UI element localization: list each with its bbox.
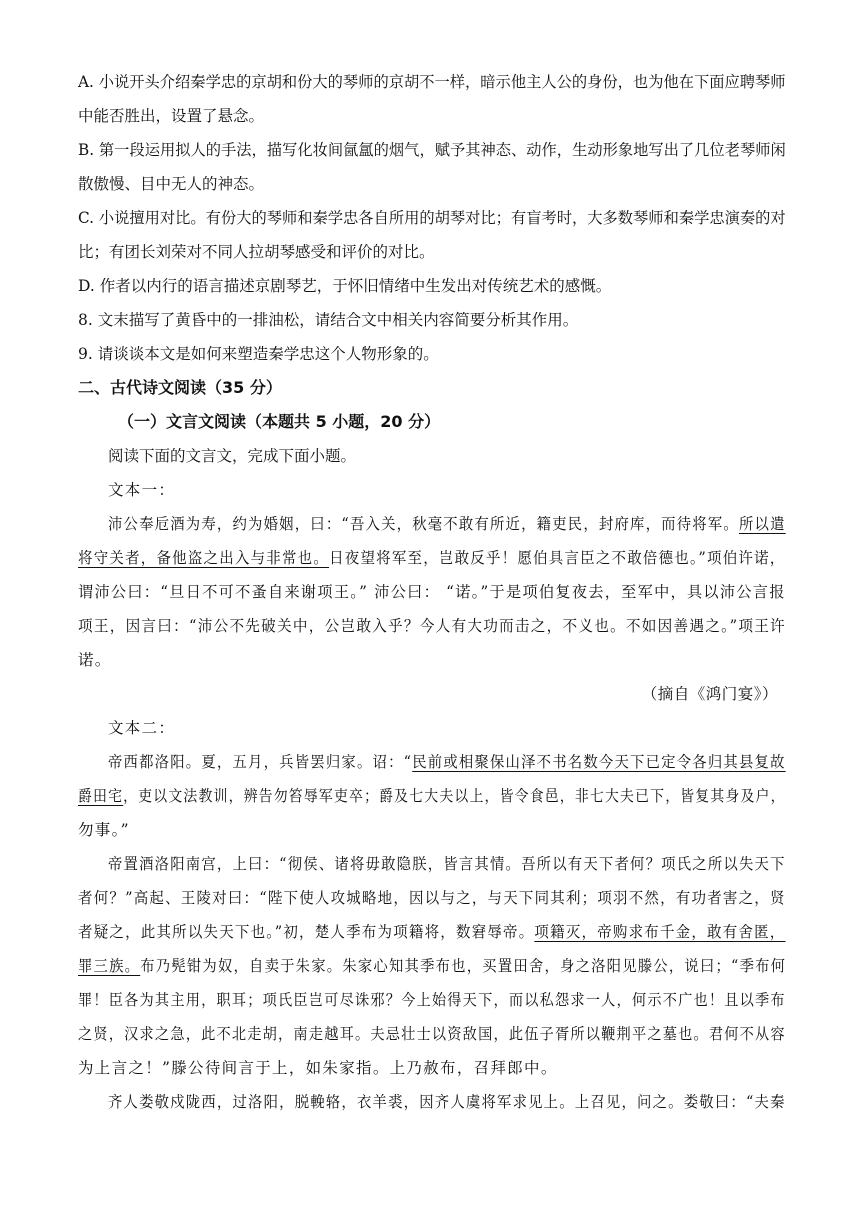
text1-p1-line-1-underlined: 所以遣 (738, 515, 786, 533)
text1-p1-line-4: 项王，因言曰：“沛公不先破关中，公岂敢入乎？今人有大功而击之，不义也。不如因善遇之。”项王许 (78, 617, 786, 635)
text2-p2-line-2: 者何？”高起、王陵对曰：“陛下使人攻城略地，因以与之，与天下同其利；项羽不然，有功者害之，贤 (78, 889, 786, 907)
section-title: 二、古代诗文阅读（35 分） (78, 378, 282, 397)
section-subtitle: （一）文言文阅读（本题共 5 小题，20 分） (118, 412, 441, 431)
text2-label: 文本二： (108, 719, 176, 737)
text1-source: （摘自《鸿门宴》） (641, 685, 778, 703)
text1-p1-line-2-plain: 日夜望将军至，岂敢反乎！愿伯具言臣之不敢倍德也。”项伯许诺， (329, 549, 786, 567)
text1-label: 文本一： (108, 481, 176, 499)
option-b-line-2: 散傲慢、目中无人的神态。 (78, 175, 265, 193)
text1-p1-line-5: 诺。 (78, 651, 112, 669)
text1-p1-line-1-plain: 沛公奉卮酒为寿，约为婚姻，曰：“吾入关，秋毫不敢有所近，籍吏民，封府库，而待将军。 (108, 515, 739, 533)
text2-p1-line-1 (108, 752, 786, 772)
text2-p2-line-4-underlined: 罪三族。 (78, 957, 141, 975)
text1-p1-line-2-underlined: 将守关者，备他盗之出入与非常也。 (78, 549, 330, 567)
option-b-line-1: B. 第一段运用拟人的手法，描写化妆间氤氲的烟气，赋予其神态、动作，生动形象地写出了几位老琴师闲 (78, 141, 786, 159)
question-9: 9. 请谈谈本文是如何来塑造秦学忠这个人物形象的。 (78, 345, 439, 363)
text2-p2-line-3 (78, 922, 786, 942)
text2-p2-line-4 (78, 956, 786, 976)
option-c-line-2: 比；有团长刘荣对不同人拉胡琴感受和评价的对比。 (78, 243, 435, 261)
text2-p1-line-2 (78, 786, 786, 806)
text2-p1-line-2-plain: ，吏以文法教训，辨告勿笞辱军吏卒；爵及七大夫以上，皆令食邑，非七大夫已下，皆复其身及户， (123, 787, 786, 805)
option-c-line-1: C. 小说擅用对比。有份大的琴师和秦学忠各自所用的胡琴对比；有盲考时，大多数琴师和秦学忠演奏的对 (78, 209, 786, 227)
text2-p1-line-1-underlined: 民前或相聚保山泽不书名数今天下已定令各归其县复故 (412, 753, 786, 771)
text1-p1-line-2 (78, 548, 786, 568)
text2-p2-line-3-plain: 者疑之，此其所以失天下也。”初，楚人季布为项籍将，数窘辱帝。 (78, 923, 535, 941)
text2-p2-line-4-plain: 布乃髡钳为奴，自卖于朱家。朱家心知其季布也，买置田舍，身之洛阳见滕公，说曰；“季布何 (140, 957, 787, 975)
option-a-line-1: A. 小说开头介绍秦学忠的京胡和份大的琴师的京胡不一样，暗示他主人公的身份，也为他在下面应聘琴师 (78, 73, 786, 91)
text2-p2-line-5: 罪！臣各为其主用，职耳；项氏臣岂可尽诛邪？今上始得天下，而以私怨求一人，何示不广也！且以季布 (78, 991, 786, 1009)
question-8: 8. 文末描写了黄昏中的一排油松，请结合文中相关内容简要分析其作用。 (78, 311, 579, 329)
text2-p1-line-3: 勿事。” (78, 821, 130, 839)
text1-p1-line-1 (108, 514, 786, 534)
text2-p1-line-1-plain: 帝西都洛阳。夏，五月，兵皆罢归家。诏：“ (108, 753, 413, 771)
text2-p2-line-7: 为上言之！”滕公待间言于上，如朱家指。上乃赦布，召拜郎中。 (78, 1059, 558, 1077)
section-instruction: 阅读下面的文言文，完成下面小题。 (108, 447, 357, 465)
text2-p2-line-6: 之贤，汉求之急，此不北走胡，南走越耳。夫忌壮士以资敌国，此伍子胥所以鞭荆平之墓也。君何不从容 (78, 1025, 786, 1043)
text2-p2-line-3-underlined: 项籍灭，帝购求布千金，敢有舍匿， (534, 923, 786, 941)
text2-p3-line-1: 齐人娄敬戍陇西，过洛阳，脱輓辂，衣羊裘，因齐人虞将军求见上。上召见，问之。娄敬曰：“夫秦 (108, 1093, 786, 1111)
text1-p1-line-3: 谓沛公曰：“旦日不可不蚤自来谢项王。” 沛公曰： “诺。”于是项伯复夜去，至军中，具以沛公言报 (78, 583, 786, 601)
option-d-line-1: D. 作者以内行的语言描述京剧琴艺，于怀旧情绪中生发出对传统艺术的感慨。 (78, 277, 612, 295)
text2-p1-line-2-underlined: 爵田宅 (78, 787, 124, 805)
option-a-line-2: 中能否胜出，设置了悬念。 (78, 107, 265, 125)
text2-p2-line-1: 帝置酒洛阳南宫，上曰：“彻侯、诸将毋敢隐朕，皆言其情。吾所以有天下者何？项氏之所以失天下 (108, 855, 786, 873)
